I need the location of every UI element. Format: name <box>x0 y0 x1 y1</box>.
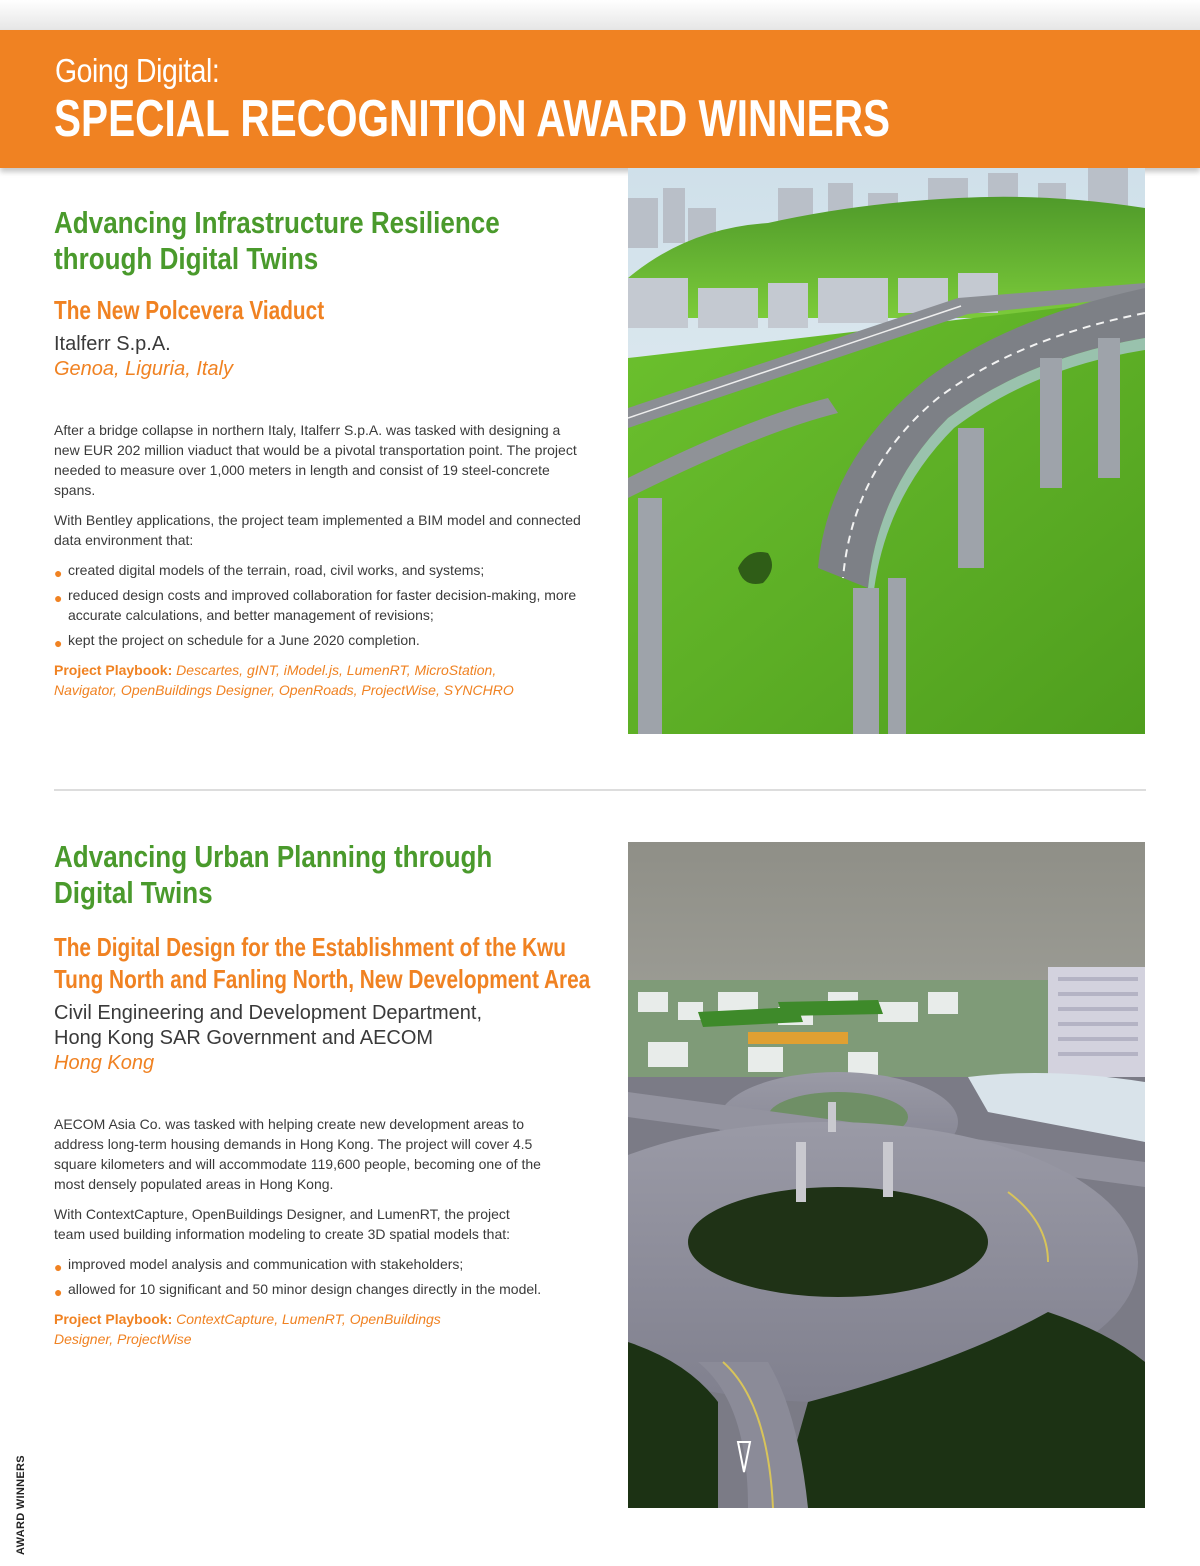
bullet-icon: ● <box>54 565 63 581</box>
description-paragraph: With ContextCapture, OpenBuildings Designer, and LumenRT, the project team used building information modeling to create 3D spatial models that: <box>54 1206 511 1242</box>
award-section-kwu-tung <box>54 839 594 1359</box>
project-description <box>54 420 584 700</box>
bullet-icon: ● <box>54 1284 63 1300</box>
roundabout-render-graphic <box>628 842 1145 1508</box>
category-title: Advancing Urban Planning through Digital Twins <box>54 839 493 910</box>
description-paragraph: After a bridge collapse in northern Italy, Italferr S.p.A. was tasked with designing a new EUR 202 million viaduct that would be a pivotal transportation point. The project needed to measure over 1,000 meters in length and consist of 19 steel-concrete spans. <box>54 422 577 498</box>
page-top-shade <box>0 0 1200 30</box>
description-paragraph: AECOM Asia Co. was tasked with helping create new development areas to address long-term housing demands in Hong Kong. The project will cover 4.5 square kilometers and will accommodate 119,600 people, becoming one of the most densely populated areas in Hong Kong. <box>54 1116 541 1192</box>
viaduct-render-graphic <box>628 168 1145 734</box>
project-title: The Digital Design for the Establishment of the Kwu Tung North and Fanling North, New Development Area <box>54 932 591 994</box>
project-playbook <box>54 1309 474 1349</box>
category-title: Advancing Infrastructure Resilience through Digital Twins <box>54 205 500 276</box>
description-paragraph: With Bentley applications, the project team implemented a BIM model and connected data environment that: <box>54 512 581 548</box>
list-item: ● reduced design costs and improved collaboration for faster decision-making, more accurate calculations, and better management of revisions; <box>54 587 577 623</box>
project-location: Genoa, Liguria, Italy <box>54 358 233 380</box>
project-description <box>54 1114 544 1349</box>
project-location: Hong Kong <box>54 1052 155 1074</box>
header-banner <box>0 30 1200 168</box>
playbook-items: ContextCapture, LumenRT, OpenBuildings Designer, ProjectWise <box>54 1311 441 1347</box>
list-item: ● allowed for 10 significant and 50 minor design changes directly in the model. <box>54 1281 542 1300</box>
outcome-list <box>54 560 584 650</box>
organization-name: Civil Engineering and Development Department, Hong Kong SAR Government and AECOM <box>54 1002 483 1049</box>
bullet-icon: ● <box>54 590 63 606</box>
award-section-polcevera <box>54 205 594 710</box>
playbook-label: Project Playbook: <box>54 662 173 678</box>
bullet-icon: ● <box>54 1259 63 1275</box>
side-tab-label: AWARD WINNERS <box>15 1455 27 1555</box>
roundabout-render-image <box>628 842 1145 1508</box>
list-item: ● created digital models of the terrain, road, civil works, and systems; <box>54 562 485 581</box>
viaduct-render-image <box>628 168 1145 734</box>
playbook-label: Project Playbook: <box>54 1311 173 1327</box>
list-item: ● kept the project on schedule for a June 2020 completion. <box>54 632 420 651</box>
outcome-list <box>54 1254 594 1299</box>
header-title: SPECIAL RECOGNITION AWARD WINNERS <box>54 90 891 148</box>
list-item: ● improved model analysis and communication with stakeholders; <box>54 1256 464 1275</box>
organization-name: Italferr S.p.A. <box>54 333 171 355</box>
section-divider <box>54 789 1146 791</box>
playbook-items: Descartes, gINT, iModel.js, LumenRT, MicroStation, Navigator, OpenBuildings Designer, OpenRoads, ProjectWise, SYNCHRO <box>54 662 514 698</box>
bullet-icon: ● <box>54 635 63 651</box>
project-playbook <box>54 660 544 700</box>
header-kicker: Going Digital: <box>55 52 220 89</box>
project-title: The New Polcevera Viaduct <box>54 295 325 325</box>
